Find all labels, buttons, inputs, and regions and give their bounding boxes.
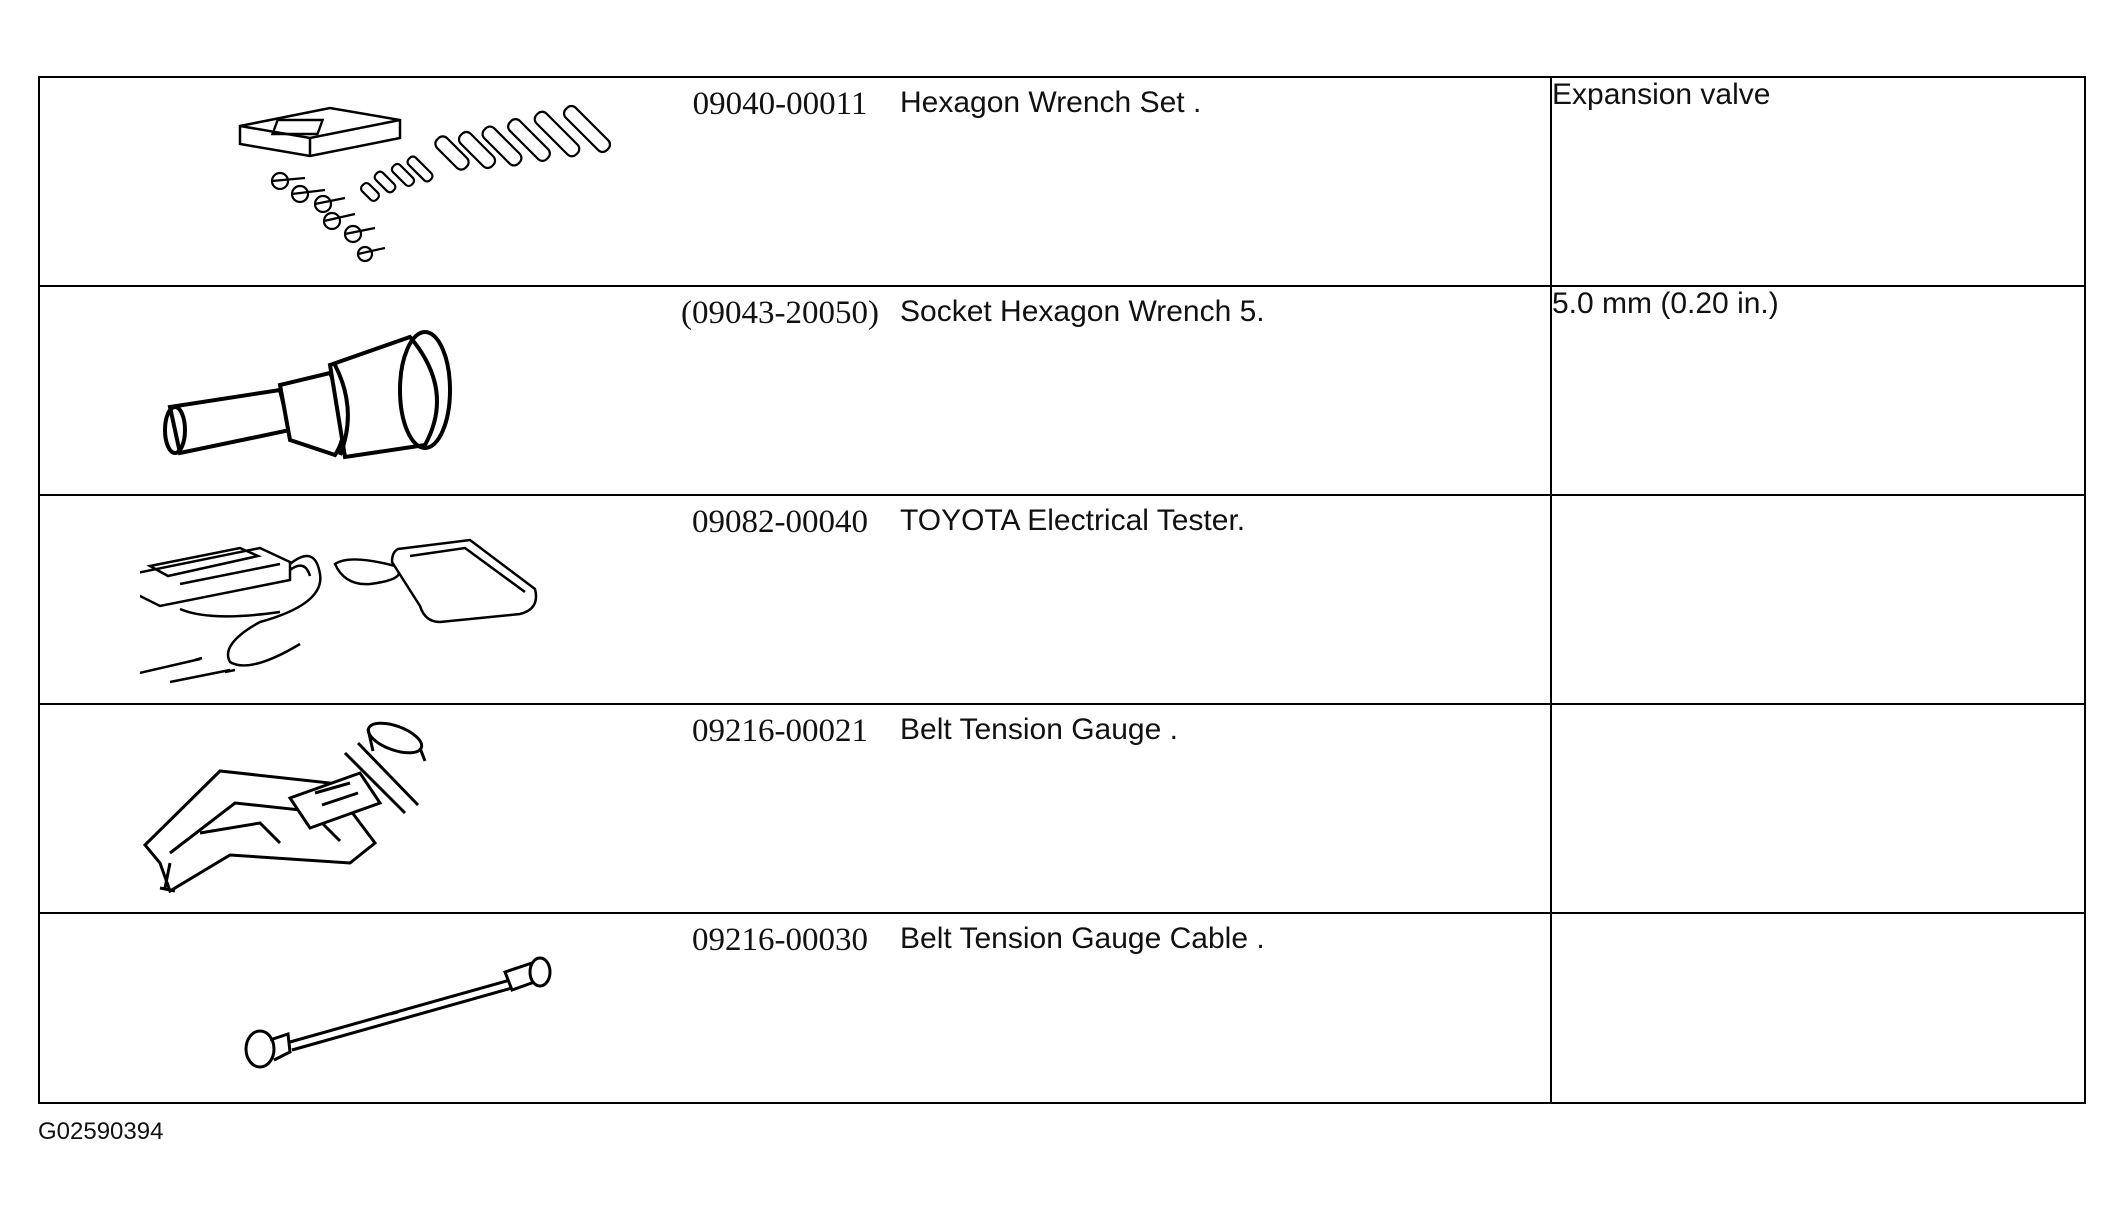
table-row (39, 495, 2085, 704)
tool-note (1551, 913, 2085, 1103)
table-row (39, 704, 2085, 913)
part-number: 09216-00030 (692, 922, 868, 958)
belt-tension-gauge-icon (140, 713, 660, 908)
electrical-tester-icon (140, 504, 660, 699)
tool-note: 5.0 mm (0.20 in.) (1551, 286, 2085, 495)
table-row (39, 77, 2085, 286)
tool-description: Belt Tension Gauge . (900, 713, 1178, 746)
special-tools-table-container (38, 76, 2084, 1104)
socket-hexagon-wrench-icon (140, 295, 660, 490)
tool-description: Socket Hexagon Wrench 5. (900, 295, 1265, 328)
tool-cell (39, 495, 1551, 704)
tool-cell (39, 77, 1551, 286)
tool-cell (39, 286, 1551, 495)
tool-note (1551, 495, 2085, 704)
tool-description: Belt Tension Gauge Cable . (900, 922, 1265, 955)
part-number: 09040-00011 (692, 86, 868, 122)
part-number: 09216-00021 (692, 713, 868, 749)
special-tools-table (38, 76, 2086, 1104)
figure-id: G02590394 (38, 1118, 164, 1145)
tool-description: TOYOTA Electrical Tester. (900, 504, 1246, 537)
table-row (39, 913, 2085, 1103)
tool-cell (39, 704, 1551, 913)
tool-note (1551, 704, 2085, 913)
hexagon-wrench-set-icon (140, 86, 660, 281)
tool-description: Hexagon Wrench Set . (900, 86, 1202, 119)
part-number: 09082-00040 (692, 504, 868, 540)
tool-note: Expansion valve (1551, 77, 2085, 286)
belt-tension-gauge-cable-icon (140, 922, 660, 1117)
tool-cell (39, 913, 1551, 1103)
part-number: (09043-20050) (681, 295, 879, 331)
table-row (39, 286, 2085, 495)
